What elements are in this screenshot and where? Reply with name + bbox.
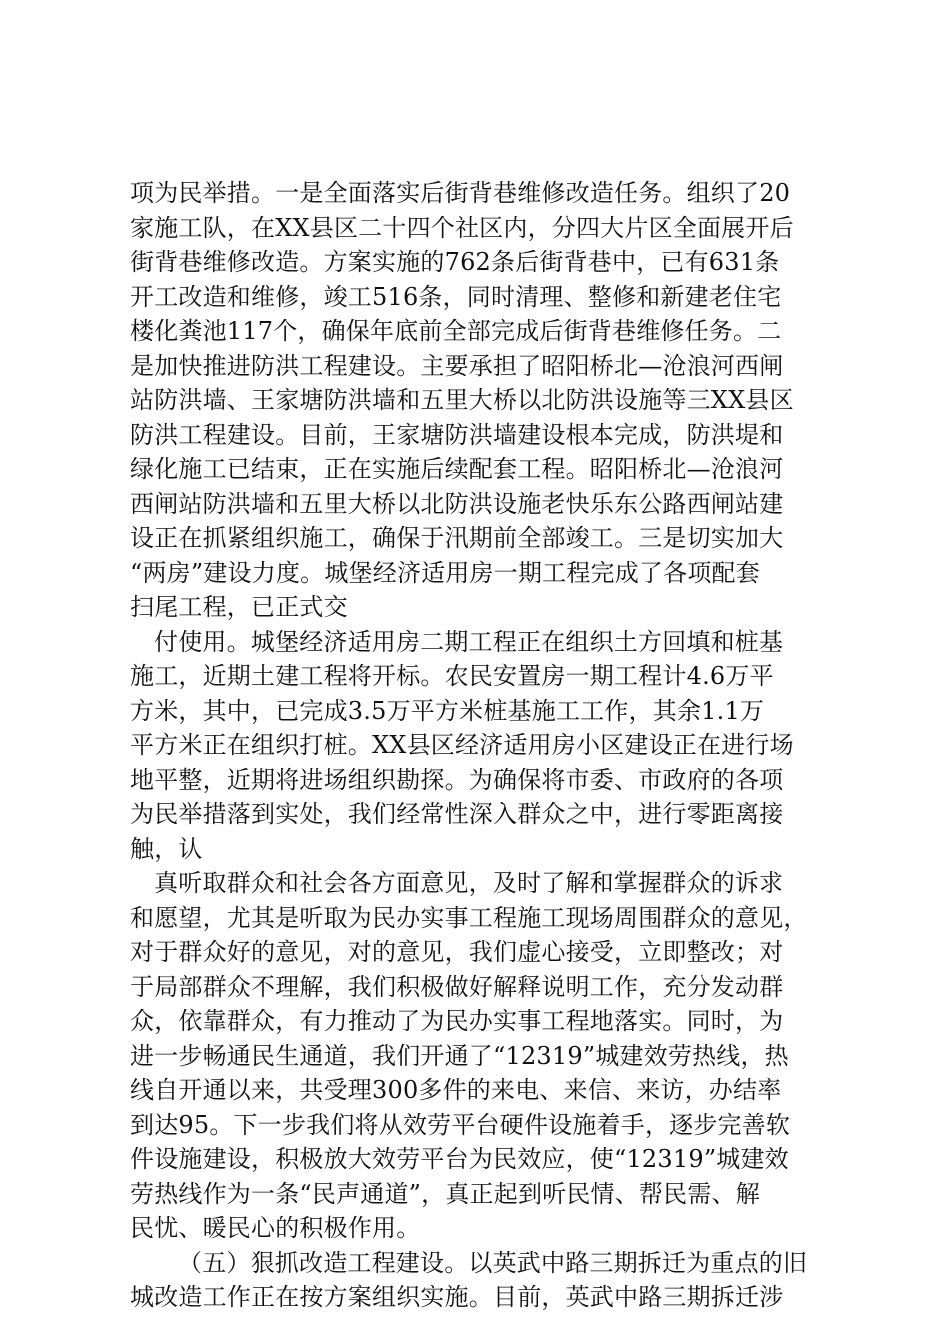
text-line: 触，认: [130, 834, 203, 863]
text-line: 民忧、暖民心的积极作用。: [130, 1214, 421, 1242]
text-line: 于局部群众不理解，我们积极做好解释说明工作，充分发动群: [130, 972, 784, 1001]
text-line: 对于群众好的意见，对的意见，我们虚心接受，立即整改；对: [130, 938, 784, 966]
text-line: 扫尾工程，已正式交: [130, 593, 348, 621]
text-line: 是加快推进防洪工程建设。主要承担了昭阳桥北—沧浪河西闸: [130, 351, 784, 380]
text-line: 为民举措落到实处，我们经常性深入群众之中，进行零距离接: [130, 800, 784, 828]
text-line: 开工改造和维修，竣工516条，同时清理、整修和新建老住宅: [130, 282, 782, 311]
text-line: 件设施建设，积极放大效劳平台为民效应，使“12319”城建效: [130, 1145, 789, 1173]
text-line: 防洪工程建设。目前，王家塘防洪墙建设根本完成，防洪堤和: [130, 420, 784, 449]
text-line: 和愿望，尤其是听取为民办实事工程施工现场周围群众的意见，: [130, 903, 808, 932]
text-line: 施工，近期土建工程将开标。农民安置房一期工程计4.6万平: [130, 662, 774, 690]
text-line: 付使用。城堡经济适用房二期工程正在组织土方回填和桩基: [154, 627, 784, 656]
text-line: 站防洪墙、王家塘防洪墙和五里大桥以北防洪设施等三XX县区: [130, 386, 794, 414]
text-line: 西闸站防洪墙和五里大桥以北防洪设施老快乐东公路西闸站建: [130, 489, 784, 518]
text-line: “两房”建设力度。城堡经济适用房一期工程完成了各项配套: [130, 558, 760, 587]
text-line: 方米，其中，已完成3.5万平方米桩基施工工作，其余1.1万: [130, 696, 765, 725]
text-line: 众，依靠群众，有力推动了为民办实事工程地落实。同时，为: [130, 1007, 784, 1035]
text-line: 项为民举措。一是全面落实后街背巷维修改造任务。组织了20: [130, 179, 791, 207]
text-line: 真听取群众和社会各方面意见，及时了解和掌握群众的诉求: [154, 869, 784, 897]
text-line: 设正在抓紧组织施工，确保于汛期前全部竣工。三是切实加大: [130, 524, 784, 552]
text-line: 家施工队，在XX县区二十四个社区内，分四大片区全面展开后: [130, 213, 794, 242]
text-line: 进一步畅通民生通道，我们开通了“12319”城建效劳热线，热: [130, 1041, 789, 1070]
text-line: （五）狠抓改造工程建设。以英武中路三期拆迁为重点的旧: [178, 1248, 808, 1277]
text-line: 绿化施工已结束，正在实施后续配套工程。昭阳桥北—沧浪河: [130, 455, 784, 483]
text-line: 城改造工作正在按方案组织实施。目前，英武中路三期拆迁涉: [130, 1283, 784, 1311]
text-line: 楼化粪池117个，确保年底前全部完成后街背巷维修任务。二: [130, 317, 782, 345]
text-line: 劳热线作为一条“民声通道”，真正起到听民情、帮民需、解: [130, 1179, 760, 1208]
text-line: 平方米正在组织打桩。XX县区经济适用房小区建设正在进行场: [130, 731, 794, 759]
text-line: 街背巷维修改造。方案实施的762条后街背巷中，已有631条: [130, 248, 780, 276]
text-line: 到达95。下一步我们将从效劳平台硬件设施着手，逐步完善软: [130, 1110, 791, 1139]
text-line: 线自开通以来，共受理300多件的来电、来信、来访，办结率: [130, 1076, 782, 1104]
body-text: [130, 176, 830, 1315]
text-line: 地平整，近期将进场组织勘探。为确保将市委、市政府的各项: [130, 765, 784, 794]
